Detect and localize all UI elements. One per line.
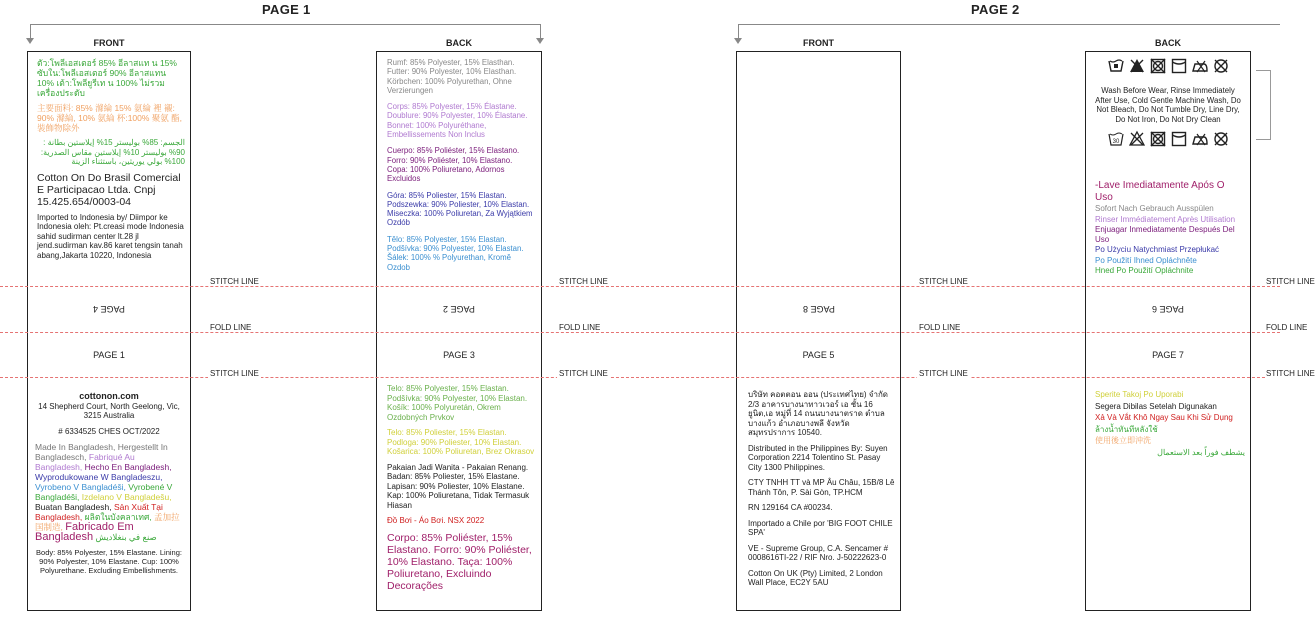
do-not-dry-clean-icon [1213, 58, 1229, 74]
text-block: Po Použití Ihned Opláchněte [1095, 255, 1197, 265]
made-in-entry: Hergestellt In Bangladesch, [35, 442, 168, 462]
text-block: Telo: 85% Polyester, 15% Elastan. Podšívka: 90% Polyester, 10% Elastan. Košík: 100% Polyuretán, Okrem Ozdobných Prvkov [387, 384, 528, 422]
p1-back-header: BACK [446, 38, 472, 48]
text-block: Corps: 85% Polyester, 15% Élastane. Doublure: 90% Polyester, 10% Élastane. Bonnet: 100% Polyuréthane, Embellissements Non Inclus [387, 102, 528, 140]
made-in-list [35, 442, 183, 542]
fold-line-label: FOLD LINE [210, 323, 252, 332]
text-block: Enjuagar Inmediatamente Después Del Uso [1095, 225, 1235, 244]
do-not-iron-icon [1192, 131, 1208, 147]
text-block: VE - Supreme Group, C.A. Sencamer # 0008616TI-22 / RIF Nro. J-50222623-0 [748, 543, 889, 562]
stitch-line-lower [0, 377, 1280, 378]
text-block: Corpo: 85% Poliéster, 15% Elastano. Forro: 90% Poliéster, 10% Elastano. Taça: 100% Poliuretano, Excluindo Decorações [387, 531, 532, 592]
made-in-entry: Buatan Bangladesh, [35, 502, 114, 512]
p2-back-page-6: PAGE 6 [1152, 304, 1184, 314]
bracket-tick [540, 24, 541, 38]
made-in-entry: Fabriqué Au Bangladesh, [35, 452, 135, 472]
p1-front-header: FRONT [93, 38, 125, 48]
fold-line-label-clipped: FOLD LINE [1266, 323, 1308, 332]
style-code: # 6334525 CHES OCT/2022 [58, 426, 160, 436]
p1-front-page-1: PAGE 1 [93, 350, 125, 360]
care-symbol-bracket [1256, 70, 1271, 140]
text-block: Góra: 85% Poliester, 15% Elastan. Podszewka: 90% Poliester, 10% Elastan. Miseczka: 100% Poliuretan, Za Wyjątkiem Ozdób [387, 190, 533, 228]
stitch-line-upper [0, 286, 1280, 287]
made-in-entry: صنع في بنغلاديش [93, 532, 157, 542]
wash-30-icon [1108, 131, 1124, 147]
made-in-entry: Vyrobené V Bangladéši, [35, 482, 173, 502]
text-block: Cotton On UK (Pty) Limited, 2 London Wall Place, EC2Y 5AU [748, 568, 883, 587]
text-block: Rumf: 85% Polyester, 15% Elasthan. Futter: 90% Polyester, 10% Elasthan. Körbchen: 100% Polyurethan, Ohne Verzierungen [387, 58, 517, 95]
text-block: Imported to Indonesia by/ Diimpor ke Indonesia oleh: Pt.creasi mode Indonesia sahid sudirman center lt.28 jl jend.sudirman kav.86 karet tengsin tanah abang,Jakarta 10220, Indonesia [37, 212, 184, 260]
fold-line-label: FOLD LINE [919, 323, 961, 332]
made-in-entry: Sản Xuất Tại Bangladesh, [35, 502, 163, 522]
text-block: يشطف فوراً بعد الاستعمال [1157, 447, 1245, 457]
p1-back-page-2: PAGE 2 [443, 304, 475, 314]
made-in-entry: Made In Bangladesh, [35, 442, 118, 452]
p1-back-bottom-panel [387, 384, 537, 598]
text-block: Distributed in the Philippines By: Suyen Corporation 2214 Tolentino St. Pasay City 1300 Philippines. [748, 443, 888, 472]
fold-line [0, 332, 1280, 333]
made-in-entry: Wyprodukowane W Bangladeszu, [35, 472, 163, 482]
composition-en: Body: 85% Polyester, 15% Elastane. Lining: 90% Polyester, 10% Elastane. Cup: 100% Polyurethane. Excluding Embellishments. [36, 548, 182, 575]
bracket-tick [30, 24, 31, 38]
text-block: RN 129164 CA #00234. [748, 503, 833, 512]
made-in-entry: Vyrobeno V Bangladéši, [35, 482, 129, 492]
text-block: Cuerpo: 85% Poliéster, 15% Elastano. Forro: 90% Poliéster, 10% Elastano. Copa: 100% Poliuretano, Adornos Excluidos [387, 146, 520, 184]
do-not-dry-clean-icon [1213, 131, 1229, 147]
fold-line-label: FOLD LINE [559, 323, 601, 332]
bracket-tick [738, 24, 739, 38]
stitch-line-label: STITCH LINE [210, 277, 259, 286]
wash-before-wear-icon [1108, 58, 1124, 74]
made-in-entry: Hecho En Bangladesh, [84, 462, 172, 472]
do-not-tumble-dry-icon [1150, 58, 1166, 74]
text-block: Importado a Chile por 'BIG FOOT CHILE SPA' [748, 518, 893, 537]
stitch-line-label-clipped: STITCH LINE [1266, 369, 1315, 378]
made-in-entry: Fabricado Em Bangladesh [35, 521, 134, 543]
do-not-tumble-dry-icon [1150, 131, 1166, 147]
text-block: Cotton On Do Brasil Comercial E Participacao Ltda. Cnpj 15.425.654/0003-04 [37, 171, 181, 208]
p2-back-page-7: PAGE 7 [1152, 350, 1184, 360]
do-not-bleach-icon [1129, 58, 1145, 74]
p2-back-header: BACK [1155, 38, 1181, 48]
text-block: Rinser Immédiatement Après Utilisation [1095, 214, 1236, 224]
text-block: Xả Và Vắt Khô Ngay Sau Khi Sử Dụng [1095, 413, 1233, 422]
text-block: CTY TNHH TT và MP Âu Châu, 15B/8 Lê Thánh Tôn, P. Sài Gòn, TP.HCM [748, 478, 895, 497]
text-block: Sperite Takoj Po Uporabi [1095, 390, 1184, 399]
p2-back-top-panel [1095, 180, 1245, 277]
text-block: ล้างน้ำทันทีหลังใช้ [1095, 424, 1158, 434]
text-block: 主要面料: 85% 滌綸 15% 氨綸 裡 襯: 90% 滌綸, 10% 氨綸 杯:100% 聚氨 酯, 裝飾物除外 [37, 103, 183, 133]
p2-front-page-5: PAGE 5 [802, 350, 835, 360]
made-in-entry: ผลิตในบังคลาเทศ, [84, 512, 155, 522]
care-symbols-row-1 [1092, 58, 1244, 74]
do-not-bleach-outline-icon [1129, 131, 1145, 147]
p1-back-page-3: PAGE 3 [443, 350, 475, 360]
line-dry-icon [1171, 131, 1187, 147]
page-2-bracket [738, 24, 1280, 25]
text-block: الجسم: 85% بوليستر 15% إيلاستين بطانة : 90% بوليستر 10% إيلاستين مقاس الصدرية: 100% بولي يوريثين، باستثناء الزينة [40, 138, 185, 166]
brand-address: 14 Shepherd Court, North Geelong, Vic, 3215 Australia [38, 401, 180, 420]
text-block: Po Użyciu Natychmiast Przepłukać [1095, 245, 1220, 254]
text-block: Đồ Bơi - Áo Bơi. NSX 2022 [387, 516, 485, 525]
made-in-entry: 孟加拉国制造, [35, 512, 180, 532]
stitch-line-label: STITCH LINE [210, 369, 259, 378]
page-1-bracket [30, 24, 541, 25]
text-block: Sofort Nach Gebrauch Ausspülen [1095, 204, 1214, 213]
p2-back-bottom-panel [1095, 390, 1245, 459]
stitch-line-label: STITCH LINE [919, 277, 968, 286]
p1-back-top-panel [387, 58, 535, 279]
care-instructions-en: Wash Before Wear, Rinse Immediately After Use, Cold Gentle Machine Wash, Do Not Bleach, Do Not Tumble Dry, Line Dry, Do Not Iron, Do Not Dry Clean [1095, 86, 1241, 124]
wash-temp-text: 30 [1112, 139, 1119, 145]
text-block: Tělo: 85% Polyester, 15% Elastan. Podšívka: 90% Polyester, 10% Elastan. Šálek: 100% % Polyurethan, Kromě Ozdob [387, 234, 524, 272]
text-block: Telo: 85% Poliester, 15% Elastan. Podloga: 90% Poliester, 10% Elastan. Košarica: 100% Poliuretan, Brez Okrasov [387, 428, 535, 456]
text-block: 使用後立即沖洗 [1095, 436, 1151, 445]
p2-front-page-8: PAGE 8 [802, 304, 835, 314]
stitch-line-label: STITCH LINE [919, 369, 968, 378]
text-block: บริษัท คอตตอน ออน (ประเทศไทย) จำกัด 2/3 อาคารบางนาทาวเวอร์ เอ ชั้น 16 ยูนิต,เอ หมู่ที่ 14 ถนนบางนาตราด ตำบลบางแก้ว อำเภอบางพลี จังหวัด สมุทรปราการ 10540. [748, 390, 888, 437]
line-dry-icon [1171, 58, 1187, 74]
p2-front-bottom-panel [748, 390, 896, 594]
text-block: Pakaian Jadi Wanita - Pakaian Renang. Badan: 85% Poliester, 15% Elastane. Lapisan: 90% Poliester, 10% Elastane. Kap: 100% Poliuretana, Tidak Termasuk Hiasan [387, 462, 530, 510]
text-block: ตัว:โพลีเอสเตอร์ 85% อีลาสแท น 15% ซับใน:โพลีเอสเตอร์ 90% อีลาสแทน 10% เต้า:โพลียูรีเท น 100% ไม่รวมเครื่องประดับ [37, 58, 177, 98]
made-in-entry: Izdelano V Bangladešu, [81, 492, 172, 502]
text-block: Hned Po Použití Opláchnite [1095, 266, 1194, 275]
brand-url: cottonon.com [79, 391, 139, 401]
text-block: Segera Dibilas Setelah Digunakan [1095, 401, 1217, 411]
do-not-iron-icon [1192, 58, 1208, 74]
page-1-title: PAGE 1 [262, 2, 311, 17]
text-block: -Lave Imediatamente Após O Uso [1095, 180, 1225, 203]
care-symbols-row-2 [1092, 131, 1244, 147]
p2-front-header: FRONT [803, 38, 834, 48]
stitch-line-label-clipped: STITCH LINE [1266, 277, 1315, 286]
stitch-line-label: STITCH LINE [559, 369, 608, 378]
p1-front-top-panel [37, 58, 185, 265]
page-2-title: PAGE 2 [971, 2, 1020, 17]
p1-front-bottom-panel [35, 392, 183, 575]
p1-front-page-4: PAGE 4 [93, 304, 125, 314]
stitch-line-label: STITCH LINE [559, 277, 608, 286]
